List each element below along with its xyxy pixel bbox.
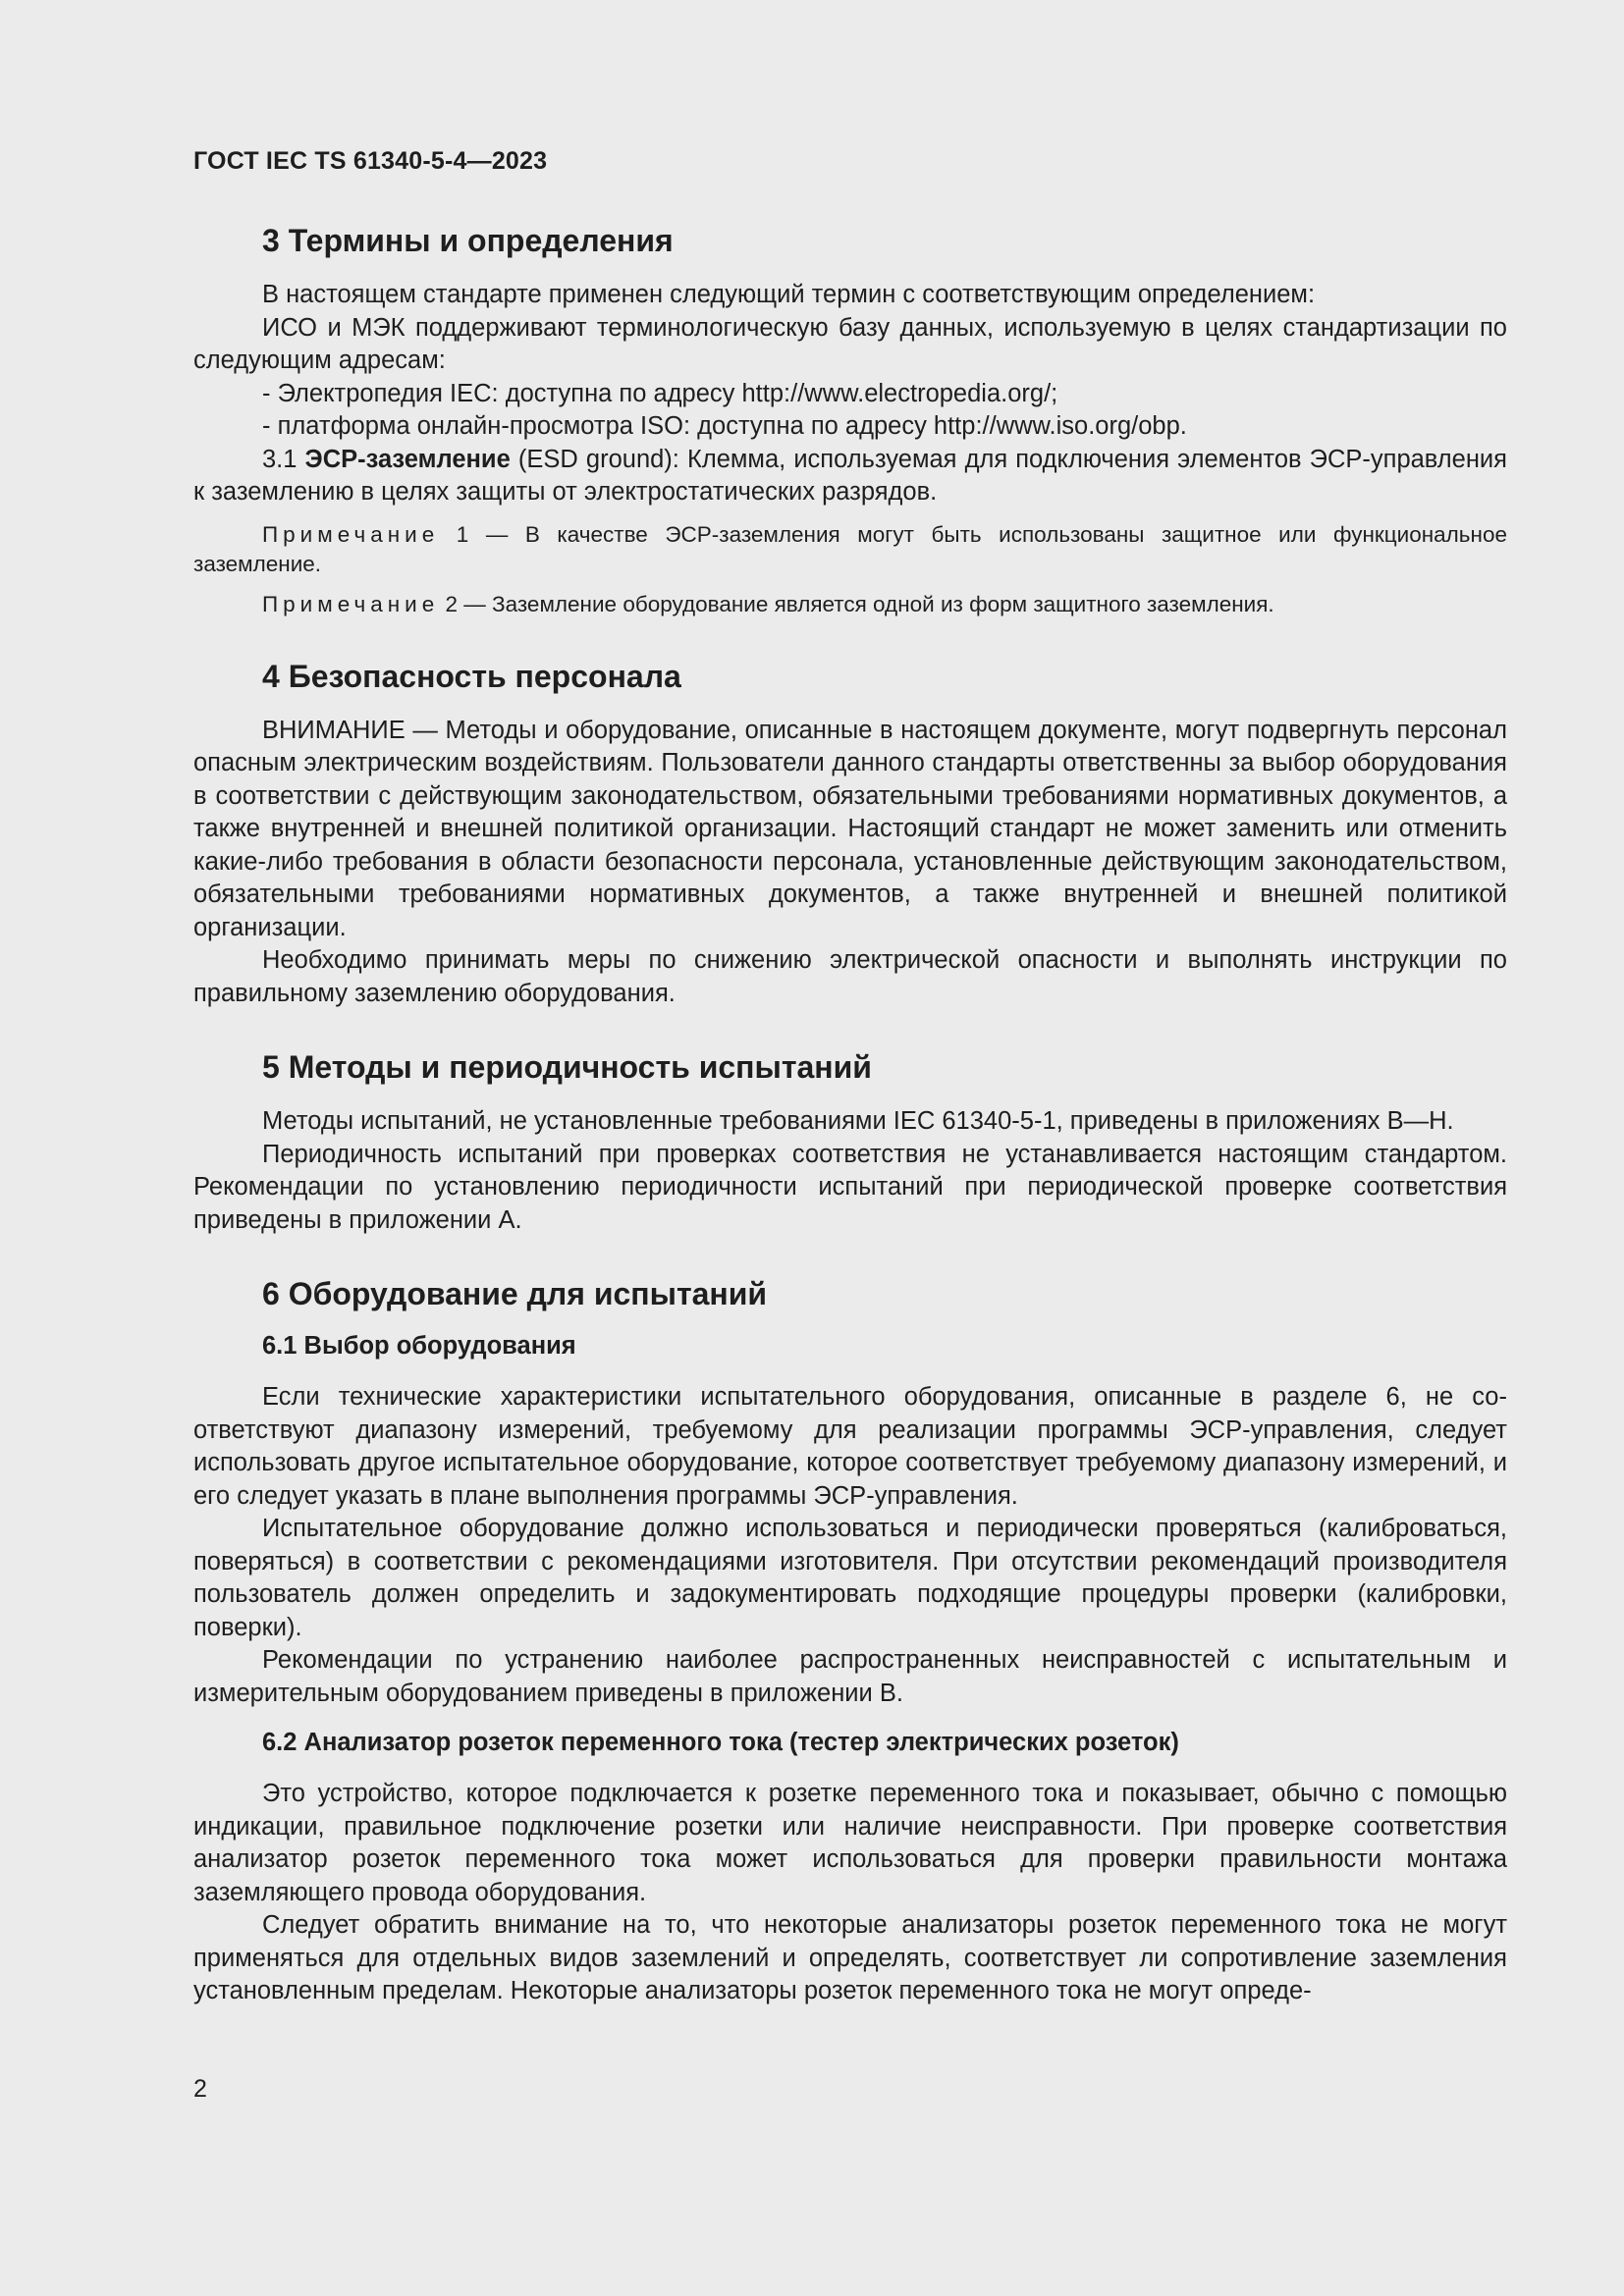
list-item: - платформа онлайн-просмотра ISO: доступна по адресу http://www.iso.org/obp. — [262, 412, 1187, 440]
note-label: Примечание — [262, 521, 440, 547]
section-5-paragraph: Методы испытаний, не установленные требованиями IEC 61340-5-1, приведены в приложениях В—Н. — [262, 1107, 1454, 1135]
subsection-6-1-paragraph: Рекомендации по устранению наиболее распространенных неисправностей с испытательным и измерительным оборудованием приведены в приложении В. — [193, 1646, 1507, 1707]
subsection-6-1-title: 6.1 Выбор оборудования — [262, 1332, 576, 1360]
list-item: - Электропедия IEC: доступна по адресу http://www.electropedia.org/; — [262, 379, 1058, 407]
note-label: Примечание — [262, 591, 440, 616]
section-6-title: 6 Оборудование для испытаний — [262, 1276, 768, 1311]
section-4-paragraph: ВНИМАНИЕ — Методы и оборудование, описанные в настоящем документе, могут подвергнуть персонал опасным электрическим воздействиям. Пользователи данного стандарты ответственны за выбор оборудования в соответствии с действующим законодательством, обязательными требованиями нормативных документов, а также внутренней и внешней политикой организации. Настоящий стандарт не может заменить или отменить какие-либо требования в области безопасности персонала, установленные действующим законодательством, обязательными требованиями нормативных документов, а также внутренней и внешней политикой организации. — [193, 716, 1507, 941]
section-3-title: 3 Термины и определения — [262, 223, 674, 258]
page-number: 2 — [193, 2075, 207, 2103]
note-2 — [193, 590, 1507, 619]
subsection-6-2-title: 6.2 Анализатор розеток переменного тока (тестер электрических розеток) — [262, 1729, 1179, 1756]
note-text: 2 — Заземление оборудование является одной из форм защитного заземления. — [445, 591, 1274, 616]
page-content — [193, 221, 1507, 2008]
note-1 — [193, 520, 1507, 579]
section-3-paragraph: В настоящем стандарте применен следующий термин с соответствующим определением: — [262, 281, 1316, 308]
term-name: ЭСР-заземление — [304, 445, 511, 473]
subsection-6-1-paragraph: Испытательное оборудование должно использоваться и периодически проверяться (калиброваться, поверяться) в соответствии с рекомендациями изготовителя. При отсутствии рекомендаций производителя пользователь должен определить и задокументировать подходящие процедуры проверки (калибровки, поверки). — [193, 1515, 1507, 1641]
document-id-header: ГОСТ IEC TS 61340-5-4—2023 — [193, 147, 548, 175]
subsection-6-1-paragraph: Если технические характеристики испытательного оборудования, описанные в разделе 6, не соответствуют диапазону измерений, требуемому для реализации программы ЭСР-управления, следует использовать другое испытательное оборудование, которое соответствует требуемому диапазону измерений, и его следует указать в плане выполнения программы ЭСР-управления. — [193, 1383, 1507, 1510]
term-definition-text: (ESD ground): Клемма, используемая для подключения элементов ЭСР-управления к заземлению в целях защиты от электростатических разрядов. — [193, 445, 1507, 506]
section-5-paragraph: Периодичность испытаний при проверках соответствия не устанавливается настоящим стандартом. Рекомендации по установлению периодичности испытаний при периодической проверке соответствия приведены в приложении А. — [193, 1140, 1507, 1234]
subsection-6-2-paragraph: Следует обратить внимание на то, что некоторые анализаторы розеток переменного тока не могут применяться для отдельных видов заземлений и определять, соответствует ли сопротивление заземления установленным пределам. Некоторые анализаторы розеток переменного тока не могут опреде- — [193, 1911, 1507, 2004]
section-5-title: 5 Методы и периодичность испытаний — [262, 1049, 872, 1085]
term-definition — [193, 444, 1507, 509]
subsection-6-2-paragraph: Это устройство, которое подключается к розетке переменного тока и показывает, обычно с помощью индикации, правильное подключение розетки или наличие неисправности. При проверке соответствия анализатор розеток переменного тока может использоваться для проверки правильности монтажа заземляющего провода оборудования. — [193, 1780, 1507, 1906]
note-text: 1 — В качестве ЭСР-заземления могут быть использованы защитное или функциональное заземление. — [193, 521, 1507, 576]
term-number: 3.1 — [262, 445, 298, 473]
section-4-title: 4 Безопасность персонала — [262, 658, 681, 694]
section-3-paragraph: ИСО и МЭК поддерживают терминологическую базу данных, используемую в целях стандартизации по следующим адресам: — [193, 313, 1507, 374]
section-4-paragraph: Необходимо принимать меры по снижению электрической опасности и выполнять инструкции по правильному заземлению оборудования. — [193, 946, 1507, 1007]
